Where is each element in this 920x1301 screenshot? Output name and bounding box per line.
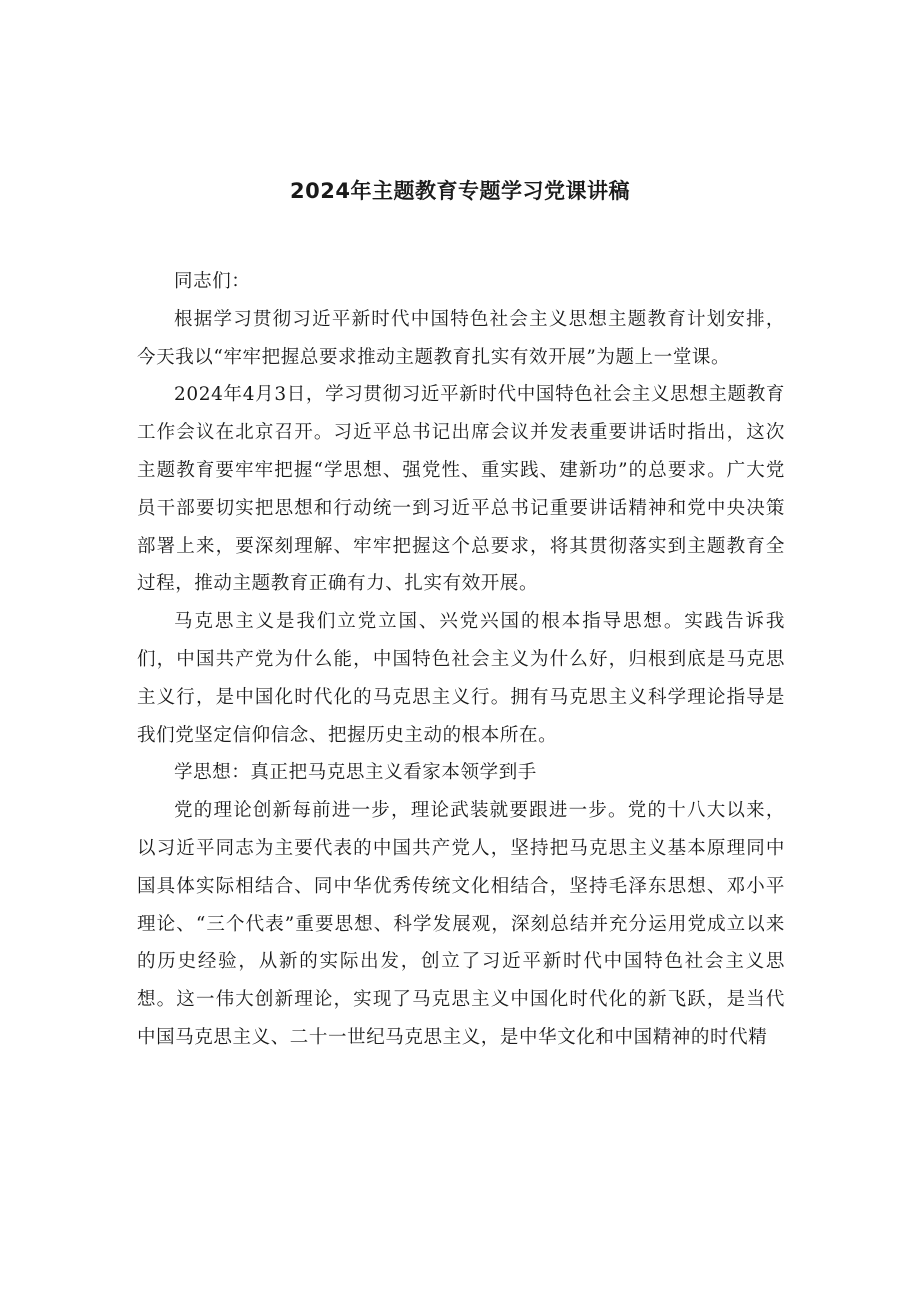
body-paragraph: 2024年4月3日，学习贯彻习近平新时代中国特色社会主义思想主题教育工作会议在北京召开。习近平总书记出席会议并发表重要讲话时指出，这次主题教育要牢牢把握“学思想、强党性、重实践、建新功”的总要求。广大党员干部要切实把思想和行动统一到习近平总书记重要讲话精神和党中央决策部署上来，要深刻理解、牢牢把握这个总要求，将其贯彻落实到主题教育全过程，推动主题教育正确有力、扎实有效开展。 (137, 384, 785, 595)
body-paragraph: 马克思主义是我们立党立国、兴党兴国的根本指导思想。实践告诉我们，中国共产党为什么能，中国特色社会主义为什么好，归根到底是马克思主义行，是中国化时代化的马克思主义行。拥有马克思主义科学理论指导是我们党坚定信仰信念、把握历史主动的根本所在。 (137, 611, 785, 746)
section-heading: 学思想：真正把马克思主义看家本领学到手 (174, 762, 537, 784)
body-paragraph: 根据学习贯彻习近平新时代中国特色社会主义思想主题教育计划安排，今天我以“牢牢把握总要求推动主题教育扎实有效开展”为题上一堂课。 (137, 308, 785, 368)
document-body (137, 263, 785, 1057)
body-paragraph: 党的理论创新每前进一步，理论武装就要跟进一步。党的十八大以来，以习近平同志为主要代表的中国共产党人，坚持把马克思主义基本原理同中国具体实际相结合、同中华优秀传统文化相结合，坚持毛泽东思想、邓小平理论、“三个代表”重要思想、科学发展观，深刻总结并充分运用党成立以来的历史经验，从新的实际出发，创立了习近平新时代中国特色社会主义思想。这一伟大创新理论，实现了马克思主义中国化时代化的新飞跃，是当代中国马克思主义、二十一世纪马克思主义，是中华文化和中国精神的时代精 (137, 800, 785, 1048)
greeting-paragraph: 同志们： (174, 271, 251, 292)
document-title: 2024年主题教育专题学习党课讲稿 (290, 179, 630, 203)
